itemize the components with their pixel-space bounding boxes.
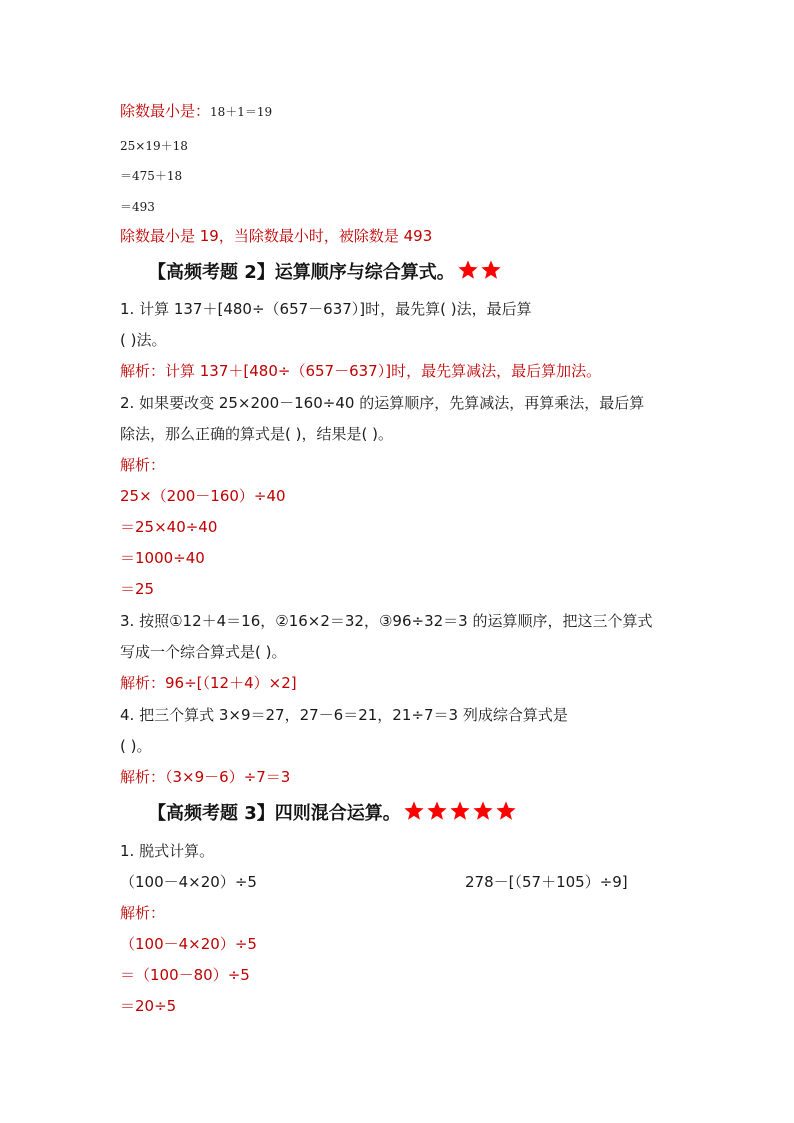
section-3-answer-step-2: ＝（100－80）÷5 bbox=[120, 966, 250, 984]
min-divisor-line bbox=[120, 101, 272, 122]
section-3-heading bbox=[148, 800, 518, 830]
answer-2-step-2: ＝25×40÷40 bbox=[120, 518, 218, 536]
star-icon bbox=[403, 800, 425, 822]
question-4-line-1: 4. 把三个算式 3×9＝27，27－6＝21，21÷7＝3 列成综合算式是 bbox=[120, 706, 568, 724]
min-divisor-label: 除数最小是： bbox=[120, 102, 211, 120]
question-4-line-2: ( )。 bbox=[120, 737, 152, 755]
star-icon bbox=[457, 259, 479, 281]
section-3-answer-step-1: （100－4×20）÷5 bbox=[120, 935, 257, 953]
expression-left: （100－4×20）÷5 bbox=[120, 873, 257, 891]
answer-2-label: 解析： bbox=[120, 456, 166, 474]
star-icon bbox=[449, 800, 471, 822]
section-3-question-1: 1. 脱式计算。 bbox=[120, 842, 215, 860]
expression-right: 278－[（57＋105）÷9] bbox=[465, 873, 628, 891]
section-2-heading bbox=[148, 259, 503, 289]
calc-step-3: ＝493 bbox=[120, 200, 155, 214]
section-3-answer-step-3: ＝20÷5 bbox=[120, 997, 177, 1015]
answer-4: 解析：（3×9－6）÷7＝3 bbox=[120, 768, 291, 786]
answer-2-step-3: ＝1000÷40 bbox=[120, 549, 205, 567]
answer-2-step-4: ＝25 bbox=[120, 580, 155, 598]
answer-2-step-1: 25×（200－160）÷40 bbox=[120, 487, 286, 505]
section-3-title: 【高频考题 3】四则混合运算。 bbox=[148, 803, 401, 824]
section-2-stars bbox=[457, 259, 503, 289]
answer-1: 解析：计算 137＋[480÷（657－637）]时，最先算减法，最后算加法。 bbox=[120, 362, 602, 380]
star-icon bbox=[495, 800, 517, 822]
answer-3: 解析：96÷[（12＋4）×2] bbox=[120, 674, 297, 692]
question-1-line-1: 1. 计算 137＋[480÷（657－637）]时，最先算( )法，最后算 bbox=[120, 300, 532, 318]
star-icon bbox=[426, 800, 448, 822]
conclusion-line: 除数最小是 19，当除数最小时，被除数是 493 bbox=[120, 227, 433, 245]
calc-step-2: ＝475＋18 bbox=[120, 169, 183, 183]
question-1-line-2: ( )法。 bbox=[120, 331, 167, 349]
question-2-line-2: 除法，那么正确的算式是( )，结果是( )。 bbox=[120, 425, 393, 443]
section-3-stars bbox=[403, 800, 518, 830]
section-2-title: 【高频考题 2】运算顺序与综合算式。 bbox=[148, 262, 455, 283]
question-3-line-2: 写成一个综合算式是( )。 bbox=[120, 643, 287, 661]
question-3-line-1: 3. 按照①12＋4＝16，②16×2＝32，③96÷32＝3 的运算顺序，把这三个算式 bbox=[120, 612, 653, 630]
star-icon bbox=[480, 259, 502, 281]
question-2-line-1: 2. 如果要改变 25×200－160÷40 的运算顺序，先算减法，再算乘法，最后算 bbox=[120, 394, 645, 412]
calc-step-1: 25×19＋18 bbox=[120, 139, 188, 153]
star-icon bbox=[472, 800, 494, 822]
min-divisor-expr: 18＋1＝19 bbox=[210, 105, 273, 119]
section-3-answer-label: 解析： bbox=[120, 904, 166, 922]
